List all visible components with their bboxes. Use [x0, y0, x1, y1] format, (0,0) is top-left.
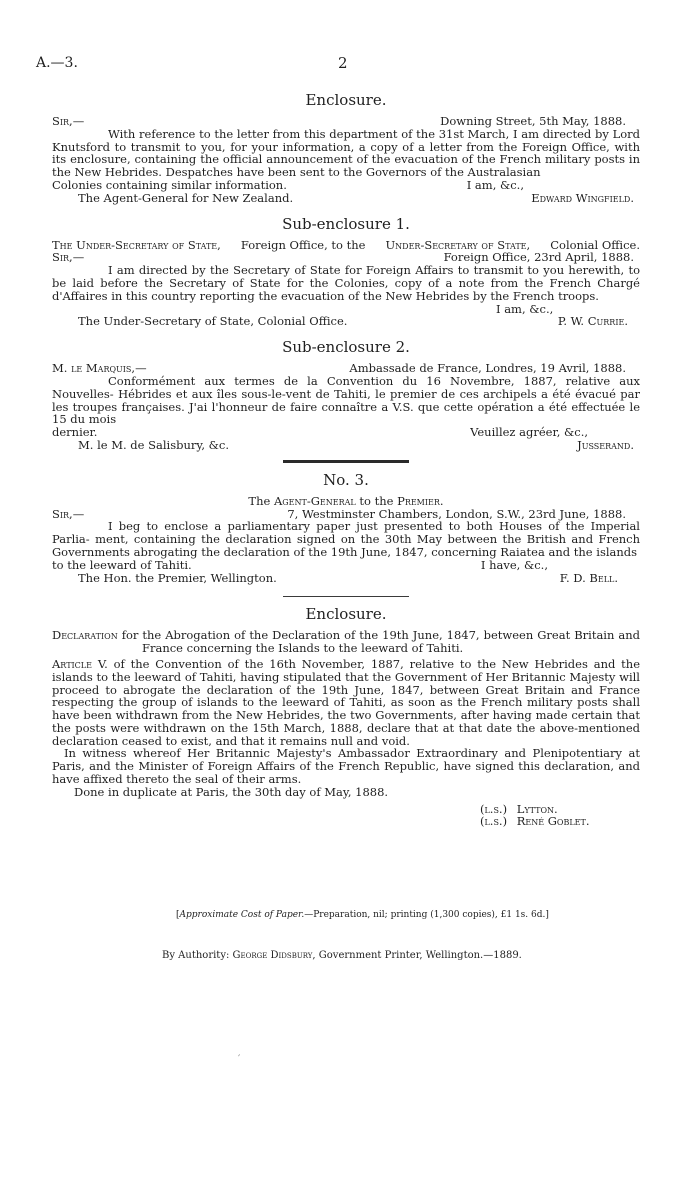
- cost-note: [Approximate Cost of Paper.—Preparation, nil; printing (1,300 copies), £1 1s. 6d.]: [176, 910, 549, 920]
- letter-signature-row: [52, 439, 640, 452]
- signature: Edward Wingfield.: [531, 190, 634, 205]
- signature: F. D. Bell.: [559, 570, 618, 585]
- document-body: [52, 85, 640, 828]
- letter-closing: I have, &c.,: [480, 557, 548, 572]
- addressee: The Hon. the Premier, Wellington.: [78, 570, 277, 585]
- letter-signature-row: [52, 315, 640, 328]
- letter-closing: I am, &c.,: [496, 301, 554, 316]
- page-number: 2: [338, 54, 348, 72]
- section-divider: [283, 596, 409, 597]
- signature: Jusserand.: [577, 437, 634, 452]
- section-divider: [283, 460, 409, 463]
- witness-paragraph: In witness whereof Her Britannic Majesty's Ambassador Extraordinary and Plenipotentiary at Paris, and the Minister of Foreign Affairs of the French Republic, have signed this declaration, and have affixed thereto the seal of their arms.: [52, 746, 640, 787]
- document-reference: A.—3.: [36, 55, 78, 71]
- letter-closing: I am, &c.,: [466, 177, 524, 192]
- no3-heading: The Agent-General to the Premier.: [248, 493, 444, 508]
- signature: P. W. Currie.: [557, 314, 628, 329]
- article-paragraph: Article V. of the Convention of the 16th November, 1887, relative to the New Hebrides and the islands to the leeward of Tahiti, having stipulated that the Government of Her Britannic Majesty will proceed to abrogate the declaration of the 19th June, 1847, between Great Britain and France respecting the group of islands to the leeward of Tahiti, as soon as the French military posts shall have been withdrawn from the New Hebrides, the two Governments, after having made certain that the posts were withdrawn on the 15th March, 1888, declare that at that date the above-mentioned declaration ceased to exist, and that it remains null and void.: [52, 656, 641, 748]
- letter-address: 7, Westminster Chambers, London, S.W., 23rd June, 1888.: [287, 506, 626, 521]
- salutation: M. le Marquis,—: [52, 361, 147, 376]
- letter-last-line: Colonies containing similar information.: [52, 177, 287, 192]
- no3-title: No. 3.: [323, 470, 369, 489]
- enclosure-title: Enclosure.: [305, 91, 387, 109]
- letter-address: Ambassade de France, Londres, 19 Avril, 1888.: [349, 361, 626, 376]
- sub-enclosure-2-title: Sub-enclosure 2.: [282, 338, 410, 357]
- letter-last-line: dernier.: [52, 425, 98, 440]
- signature-line: (l.s.) René Goblet.: [480, 814, 590, 829]
- enclosure-title: Enclosure.: [305, 605, 387, 624]
- letter-closing-row: [52, 559, 640, 572]
- letter-body: I beg to enclose a parliamentary paper just presented to both Houses of the Imperial Parlia- ment, containing the declaration signed on the 30th May between the British and French Governments abrogating the declaration of the 19th June, 1847, concerning Raiatea and the islands: [52, 519, 641, 559]
- sub-enclosure-1-heading: The Under-Secretary of State, Foreign Office, to the Under-Secretary of State, Colonial Office.: [52, 237, 640, 252]
- done-line: Done in duplicate at Paris, the 30th day of May, 1888.: [74, 784, 389, 799]
- letter-body: I am directed by the Secretary of State for Foreign Affairs to transmit to you herewith, to be laid before the Secretary of State for the Colonies, copy of a note from the French Chargé d'Affaires in this country reporting the evacuation of the New Hebrides by the French troops.: [52, 263, 640, 303]
- addressee: The Agent-General for New Zealand.: [78, 190, 294, 205]
- salutation: Sir,—: [52, 506, 85, 521]
- letter-signature-row: [52, 572, 640, 585]
- letter-closing: Veuillez agréer, &c.,: [470, 425, 588, 440]
- letter-body: With reference to the letter from this department of the 31st March, I am directed by Lord Knutsford to transmit to you, for your information, a copy of a letter from the Foreign Office, with its enclosure, containing the official announcement of the evacuation of the French military posts in the New Hebrides. Despatches have been sent to the Governors of the Australasian: [52, 126, 641, 180]
- printer-imprint: By Authority: George Didsbury, Government Printer, Wellington.—1889.: [162, 950, 522, 961]
- letter-closing-row: [52, 179, 640, 192]
- sub-enclosure-1-title: Sub-enclosure 1.: [282, 214, 410, 233]
- letter-body: Conformément aux termes de la Convention du 16 Novembre, 1887, relative aux Nouvelles- Hébrides et aux îles sous-le-vent de Tahiti, le premier de ces archipels a été évacué par les troupes françaises. J'ai l'honneur de faire connaître a V.S. que cette opération a été effectuée le 15 du mois: [52, 373, 641, 427]
- letter-address: Downing Street, 5th May, 1888.: [440, 114, 626, 128]
- declaration-heading: Declaration for the Abrogation of the Declaration of the 19th June, 1847, between Great Britain and France concerning the Islands to the leeward of Tahiti.: [52, 628, 641, 656]
- salutation: Sir,—: [52, 114, 85, 128]
- addressee: The Under-Secretary of State, Colonial Office.: [78, 314, 348, 329]
- addressee: M. le M. de Salisbury, &c.: [78, 437, 230, 452]
- declaration-signatures: [480, 803, 640, 829]
- letter-last-line: to the leeward of Tahiti.: [52, 557, 192, 572]
- stray-mark: ′: [238, 1054, 241, 1065]
- letter-signature-row: [52, 192, 640, 205]
- signature-line: (l.s.) Lytton.: [480, 801, 558, 816]
- letter-address: Foreign Office, 23rd April, 1888.: [443, 250, 634, 265]
- salutation: Sir,—: [52, 250, 85, 265]
